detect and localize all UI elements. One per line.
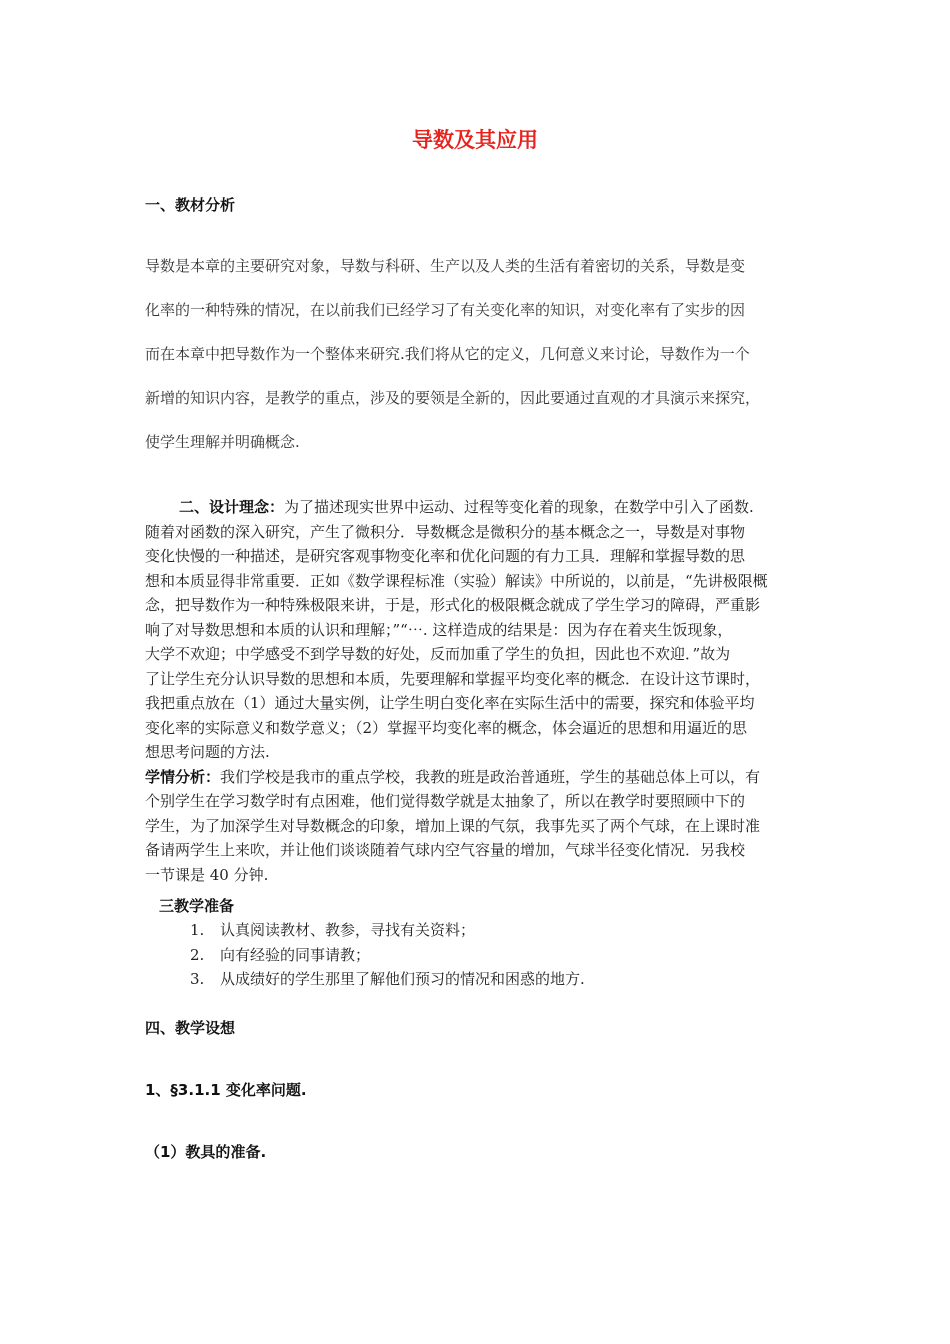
heading-textbook-analysis: 一、教材分析 <box>145 196 236 214</box>
paragraph-textbook-analysis <box>145 252 810 472</box>
paragraph-first-line <box>145 765 810 790</box>
document-title: 导数及其应用 <box>412 128 538 152</box>
list-text: 从成绩好的学生那里了解他们预习的情况和困惑的地方. <box>220 970 585 988</box>
student-analysis-label: 学情分析： <box>145 767 221 786</box>
list-number: 2. <box>190 945 205 964</box>
paragraph-line: 想思考问题的方法. <box>145 743 270 761</box>
paragraph-line: 使学生理解并明确概念. <box>145 433 300 451</box>
paragraph-design-concept <box>145 495 810 887</box>
list-number: 3. <box>190 970 205 988</box>
list-number: 1. <box>190 921 205 939</box>
paragraph-line: 响了对导数思想和本质的认识和理解；”“⋯. 这样造成的结果是：因为存在着夹生饭现象， <box>145 620 733 639</box>
heading-teaching-preparation: 三教学准备 <box>159 897 235 915</box>
list-item <box>190 943 585 968</box>
paragraph-line: 而在本章中把导数作为一个整体来研究.我们将从它的定义，几何意义来讨论，导数作为一个 <box>145 345 750 363</box>
paragraph-line: 大学不欢迎；中学感受不到学导数的好处，反而加重了学生的负担，因此也不欢迎．”故为 <box>145 645 731 663</box>
design-concept-label: 二、设计理念： <box>179 498 285 516</box>
paragraph-line: 了让学生充分认识导数的思想和本质，先要理解和掌握平均变化率的概念．在设计这节课时， <box>145 669 761 688</box>
paragraph-line: 变化快慢的一种描述，是研究客观事物变化率和优化问题的有力工具．理解和掌握导数的思 <box>145 547 746 565</box>
list-text: 向有经验的同事请教； <box>220 945 371 964</box>
list-item <box>190 967 585 992</box>
paragraph-line: 导数是本章的主要研究对象，导数与科研、生产以及人类的生活有着密切的关系，导数是变 <box>145 257 746 275</box>
paragraph-line: 一节课是 40 分钟. <box>145 865 269 884</box>
paragraph-line: 念，把导数作为一种特殊极限来讲，于是，形式化的极限概念就成了学生学习的障碍，严重影 <box>145 596 761 614</box>
preparation-list <box>190 918 585 992</box>
paragraph-line: 新增的知识内容，是教学的重点，涉及的要领是全新的，因此要通过直观的才具演示来探究， <box>145 389 761 407</box>
heading-teaching-plan: 四、教学设想 <box>145 1019 236 1037</box>
list-text: 认真阅读教材、教参，寻找有关资料； <box>220 921 476 939</box>
list-item <box>190 918 585 943</box>
paragraph-line: 想和本质显得非常重要．正如《数学课程标准（实验）解读》中所说的，以前是，“先讲极限概 <box>145 571 768 590</box>
paragraph-line-text: 我们学校是我市的重点学校，我教的班是政治普通班，学生的基础总体上可以，有 <box>220 767 761 786</box>
paragraph-line-text: 为了描述现实世界中运动、过程等变化着的现象，在数学中引入了函数. <box>284 498 754 516</box>
paragraph-first-line <box>145 495 810 520</box>
heading-teaching-aids: （1）教具的准备. <box>145 1143 267 1161</box>
paragraph-line: 我把重点放在（1）通过大量实例，让学生明白变化率在实际生活中的需要，探究和体验平均 <box>145 694 755 712</box>
paragraph-line: 变化率的实际意义和数学意义；（2）掌握平均变化率的概念，体会逼近的思想和用逼近的思 <box>145 718 748 737</box>
paragraph-line: 化率的一种特殊的情况，在以前我们已经学习了有关变化率的知识，对变化率有了实步的因 <box>145 301 746 319</box>
paragraph-line: 随着对函数的深入研究，产生了微积分．导数概念是微积分的基本概念之一，导数是对事物 <box>145 522 746 541</box>
paragraph-line: 学生，为了加深学生对导数概念的印象，增加上课的气氛，我事先买了两个气球，在上课时准 <box>145 816 761 835</box>
paragraph-line: 个别学生在学习数学时有点困难，他们觉得数学就是太抽象了，所以在教学时要照顾中下的 <box>145 792 746 810</box>
paragraph-line: 备请两学生上来吹，并让他们谈谈随着气球内空气容量的增加，气球半径变化情况．另我校 <box>145 841 746 859</box>
heading-rate-of-change: 1、§3.1.1 变化率问题. <box>145 1081 307 1099</box>
